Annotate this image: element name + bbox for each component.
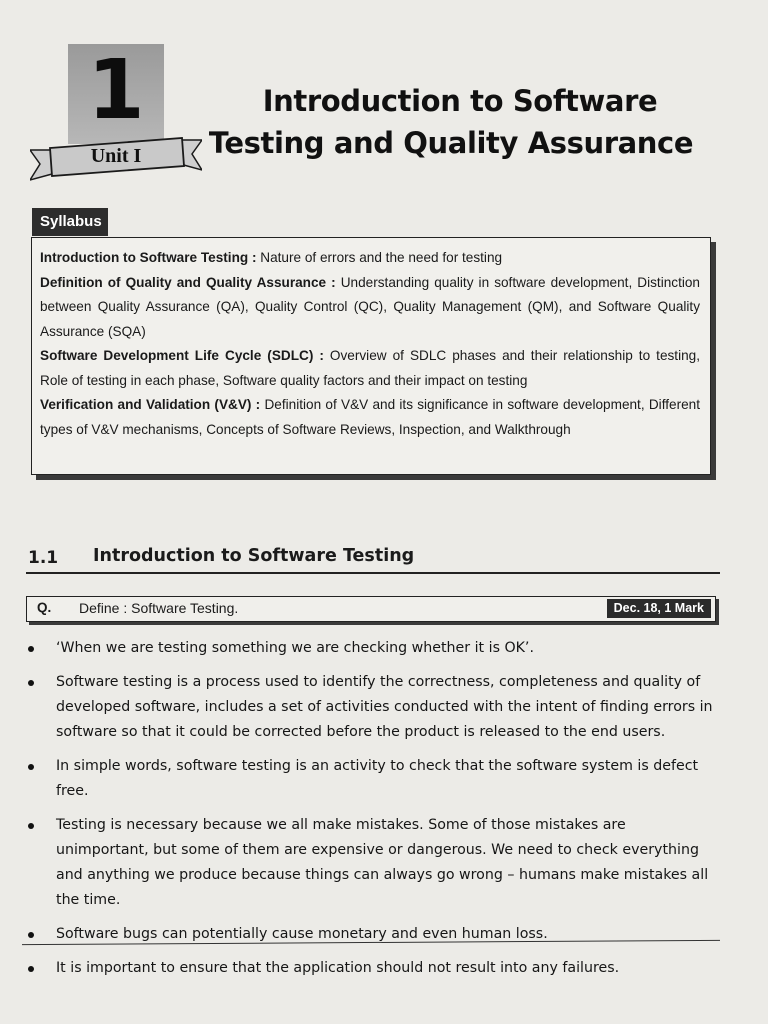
- bullet-text: In simple words, software testing is an activity to check that the software system is defect free.: [56, 758, 699, 799]
- bullet-dot-icon: [28, 966, 34, 972]
- bullet-item: [28, 956, 720, 981]
- unit-label: Unit I: [90, 145, 142, 167]
- syllabus-item: [40, 344, 700, 393]
- question-text: Define : Software Testing.: [79, 600, 239, 616]
- syllabus-item: [40, 246, 700, 271]
- bullet-dot-icon: [28, 764, 34, 770]
- question-label: Q.: [37, 600, 52, 615]
- bullet-text: ‘When we are testing something we are checking whether it is OK’.: [56, 640, 534, 656]
- exam-mark-badge: Dec. 18, 1 Mark: [607, 599, 711, 618]
- bullet-text: It is important to ensure that the application should not result into any failures.: [56, 960, 620, 976]
- chapter-title-line-2: Testing and Quality Assurance: [208, 126, 694, 160]
- bullet-item: [28, 813, 720, 913]
- bullet-list: [28, 636, 720, 990]
- syllabus-box: [31, 237, 711, 475]
- syllabus-item: [40, 271, 700, 345]
- bullet-item: [28, 754, 720, 804]
- bullet-dot-icon: [28, 646, 34, 652]
- bullet-dot-icon: [28, 680, 34, 686]
- bullet-dot-icon: [28, 932, 34, 938]
- question-bar: [26, 596, 716, 622]
- bullet-item: [28, 636, 720, 661]
- syllabus-item: [40, 393, 700, 442]
- syllabus-item-text: Definition of V&V and its significance in software development, Different types of V&V mechanisms, Concepts of Software Reviews, Inspection, and Walkthrough: [40, 397, 700, 437]
- syllabus-item-heading: Verification and Validation (V&V) :: [40, 397, 261, 412]
- syllabus-tab: Syllabus: [32, 208, 108, 236]
- chapter-title: [200, 80, 720, 164]
- bullet-dot-icon: [28, 823, 34, 829]
- section-divider: [26, 572, 720, 574]
- syllabus-item-text: Nature of errors and the need for testing: [256, 250, 503, 265]
- section-title: Introduction to Software Testing: [93, 546, 415, 566]
- bullet-item: [28, 670, 720, 745]
- bullet-text: Software testing is a process used to identify the correctness, completeness and quality of developed software, includes a set of activities conducted with the intent of finding errors in software so that it could be corrected before the product is released to the end users.: [56, 674, 713, 740]
- syllabus-item-text: Overview of SDLC phases and their relationship to testing, Role of testing in each phase, Software quality factors and their impact on testing: [40, 348, 700, 388]
- syllabus-item-heading: Definition of Quality and Quality Assurance :: [40, 274, 336, 290]
- syllabus-item-text: Understanding quality in software development, Distinction between Quality Assurance (QA), Quality Control (QC), Quality Management (QM), and Software Quality Assurance (SQA): [40, 274, 700, 339]
- unit-number: 1: [87, 43, 145, 138]
- bullet-text: Software bugs can potentially cause monetary and even human loss.: [56, 926, 548, 942]
- bullet-text: Testing is necessary because we all make mistakes. Some of those mistakes are unimportant, but some of them are expensive or dangerous. We need to check everything and anything we produce because things can always go wrong – humans make mistakes all the time.: [56, 817, 709, 908]
- syllabus-item-heading: Software Development Life Cycle (SDLC) :: [40, 348, 324, 363]
- section-number: 1.1: [28, 548, 59, 568]
- chapter-title-line-1: Introduction to Software: [262, 84, 658, 118]
- syllabus-item-heading: Introduction to Software Testing :: [40, 250, 257, 265]
